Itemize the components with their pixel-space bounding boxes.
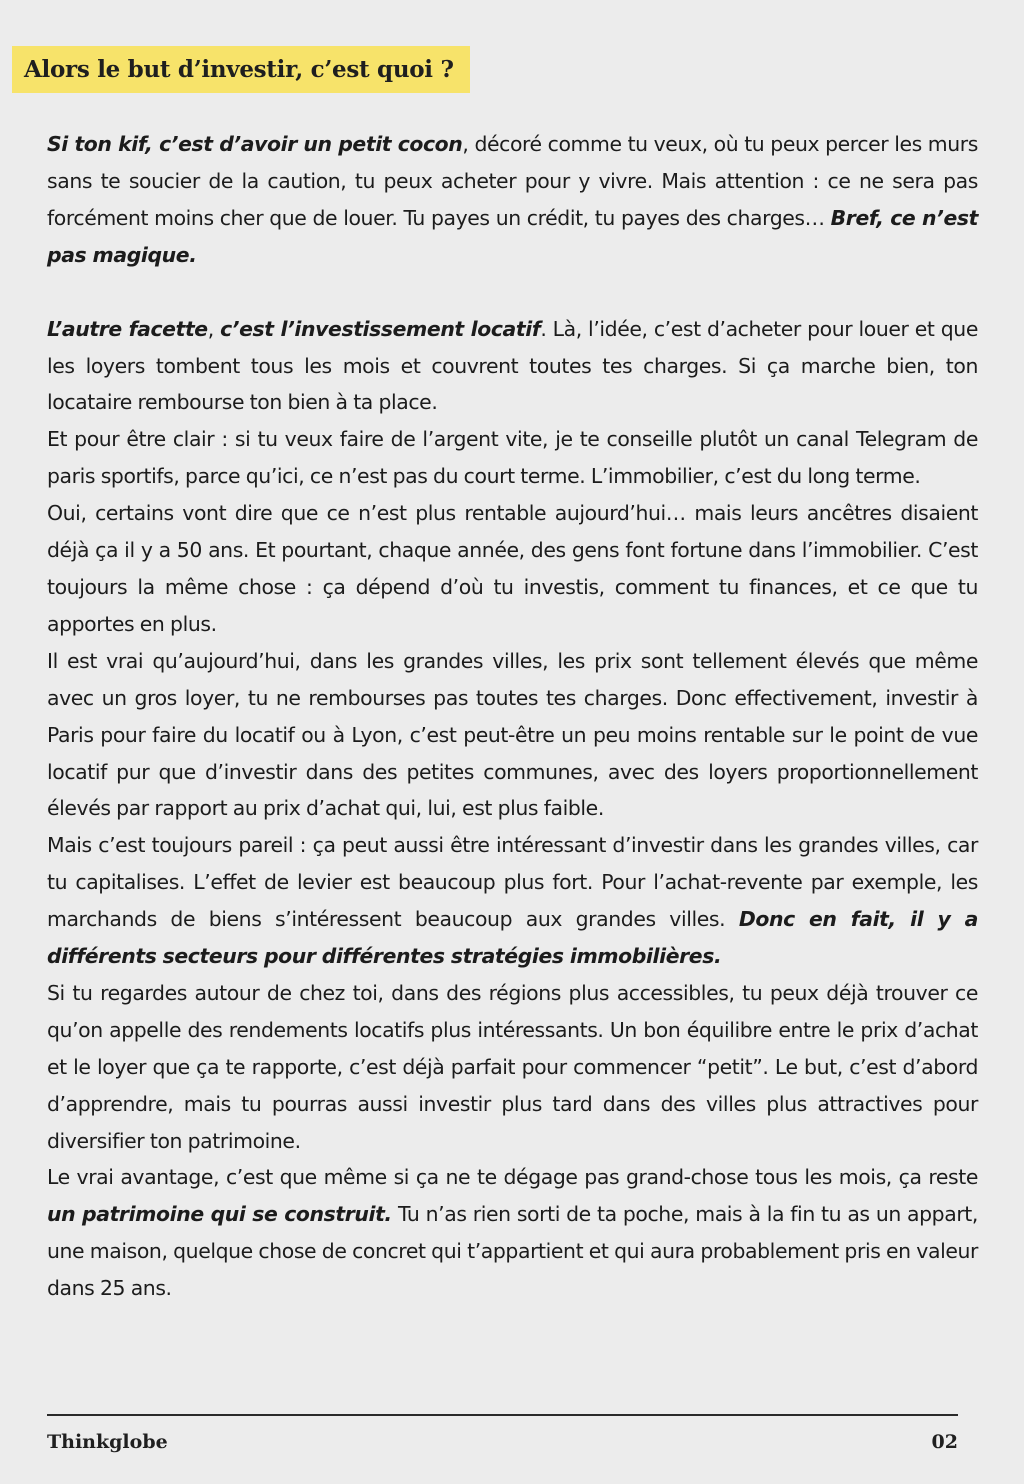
- section-heading: Alors le but d’investir, c’est quoi ?: [12, 46, 470, 93]
- paragraph-text: Le vrai avantage, c’est que même si ça ne te dégage pas grand-chose tous les mois, ça reste: [47, 1165, 978, 1190]
- emphasis-text: Bref, ce n’est pas magique.: [47, 205, 979, 267]
- emphasis-text: un patrimoine qui se construit.: [47, 1202, 392, 1227]
- paragraph-4: Oui, certains vont dire que ce n’est plus rentable aujourd’hui… mais leurs ancêtres disaient déjà ça il y a 50 ans. Et pourtant, chaque année, des gens font fortune dans l’immobilier. C’est toujours la même chose : ça dépend d’où tu investis, comment tu finances, et ce que tu apportes en plus.: [47, 501, 978, 636]
- paragraph-text: Mais c’est toujours pareil : ça peut aussi être intéressant d’investir dans les grandes villes, car tu capitalises. L’effet de levier est beaucoup plus fort. Pour l’achat-revente par exemple, les marchands de biens s’intéressent beaucoup aux grandes villes.: [47, 833, 978, 932]
- paragraph-1: [47, 126, 978, 274]
- paragraph-text: . Là, l’idée, c’est d’acheter pour louer et que les loyers tombent tous les mois et couvrent toutes tes charges. Si ça marche bien, ton locataire rembourse ton bien à ta place.: [47, 316, 978, 415]
- paragraph-3: Et pour être clair : si tu veux faire de l’argent vite, je te conseille plutôt un canal Telegram de paris sportifs, parce qu’ici, ce n’est pas du court terme. L’immobilier, c’est du long terme.: [47, 427, 978, 489]
- paragraph-8: [47, 1159, 978, 1307]
- paragraph-7: Si tu regardes autour de chez toi, dans des régions plus accessibles, tu peux déjà trouver ce qu’on appelle des rendements locatifs plus intéressants. Un bon équilibre entre le prix d’achat et le loyer que ça te rapporte, c’est déjà parfait pour commencer “petit”. Le but, c’est d’abord d’apprendre, mais tu pourras aussi investir plus tard dans des villes plus attractives pour diversifier ton patrimoine.: [47, 980, 978, 1153]
- paragraph-5: Il est vrai qu’aujourd’hui, dans les grandes villes, les prix sont tellement élevés que même avec un gros loyer, tu ne rembourses pas toutes tes charges. Donc effectivement, investir à Paris pour faire du locatif ou à Lyon, c’est peut-être un peu moins rentable sur le point de vue locatif pur que d’investir dans des petites communes, avec des loyers proportionnellement élevés par rapport au prix d’achat qui, lui, est plus faible.: [47, 648, 978, 821]
- footer-brand: Thinkglobe: [47, 1431, 168, 1453]
- footer-divider: [47, 1414, 958, 1416]
- page-number: 02: [931, 1431, 958, 1453]
- paragraph-6: [47, 827, 978, 975]
- emphasis-text: c’est l’investissement locatif: [220, 316, 541, 341]
- body-text: [47, 126, 978, 1307]
- emphasis-text: L’autre facette: [47, 316, 208, 341]
- emphasis-text: Donc en fait, il y a différents secteurs pour différentes stratégies immobilières.: [47, 907, 978, 969]
- paragraph-text: Tu n’as rien sorti de ta poche, mais à la fin tu as un appart, une maison, quelque chose de concret qui t’appartient et qui aura probablement pris en valeur dans 25 ans.: [47, 1202, 978, 1301]
- paragraph-text: , décoré comme tu veux, où tu peux percer les murs sans te soucier de la caution, tu peux acheter pour y vivre. Mais attention : ce ne sera pas forcément moins cher que de louer. Tu payes un crédit, tu payes des charges…: [47, 132, 978, 230]
- emphasis-text: Si ton kif, c’est d’avoir un petit cocon: [47, 132, 463, 156]
- paragraph-text: ,: [207, 316, 221, 341]
- paragraph-2: [47, 311, 978, 422]
